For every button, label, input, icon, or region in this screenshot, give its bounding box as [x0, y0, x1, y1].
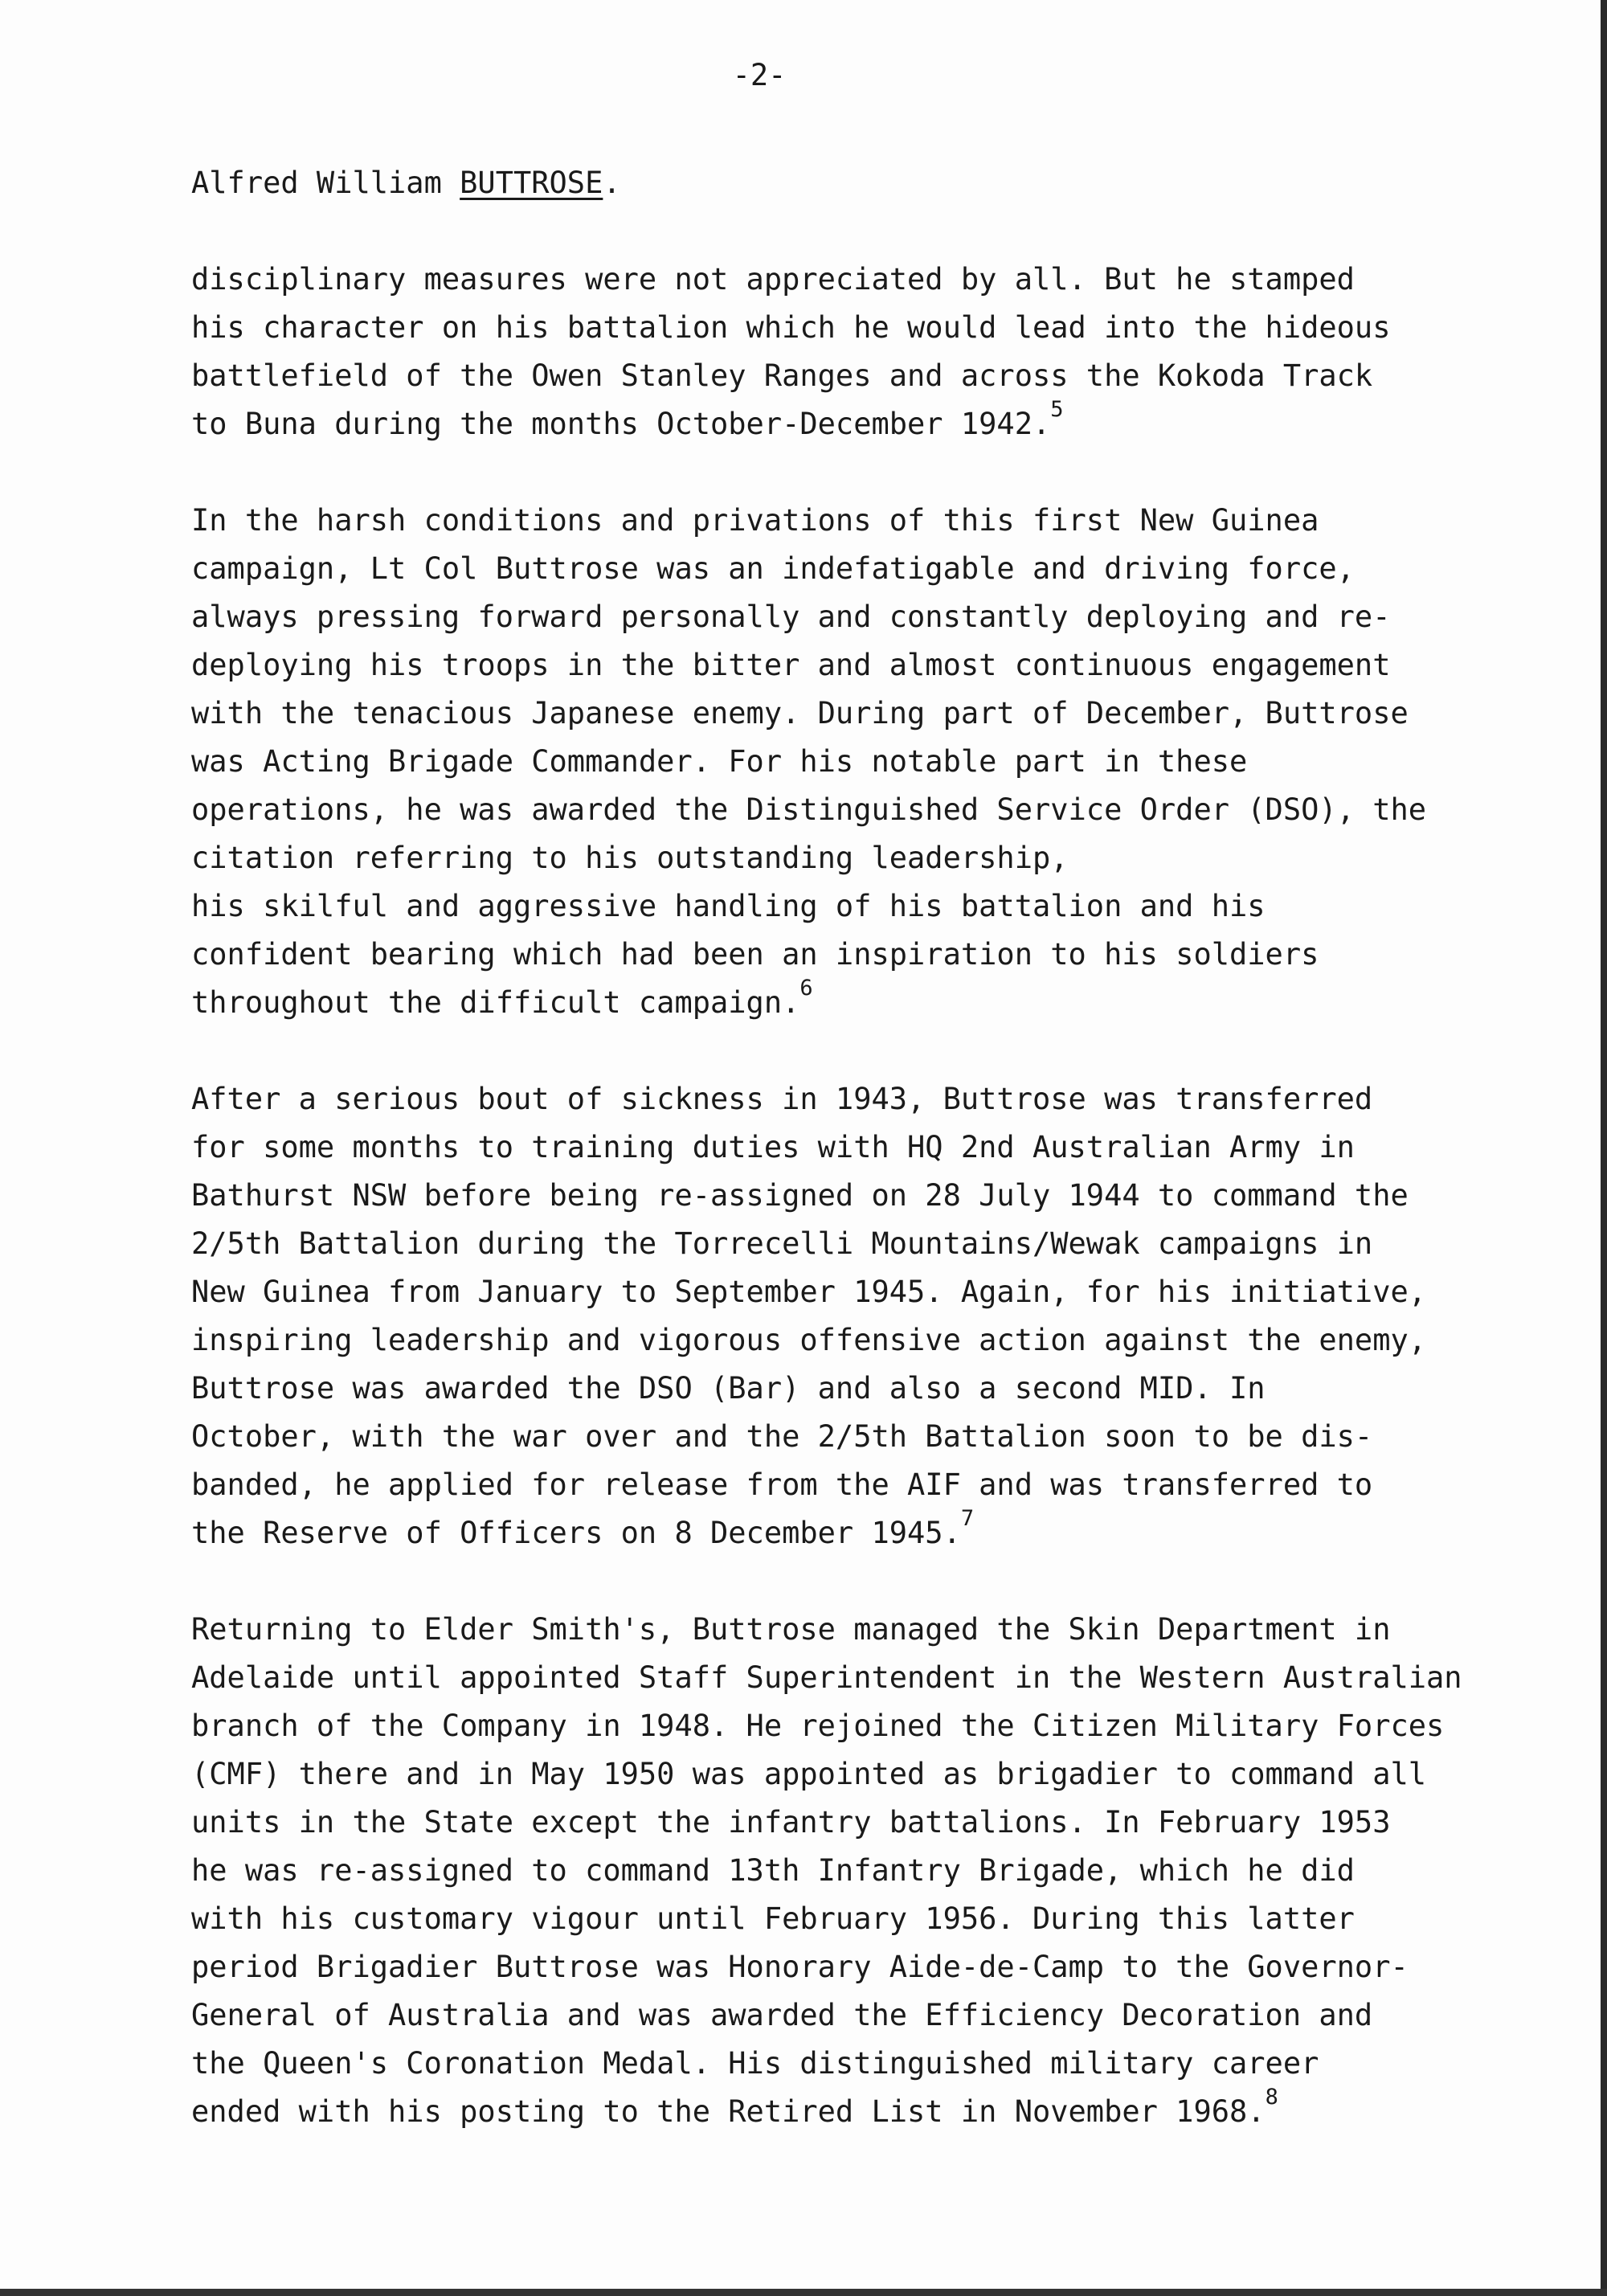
text-line	[191, 1895, 1581, 1943]
footnote-reference: 5	[1050, 397, 1064, 422]
paragraph	[191, 1606, 1581, 2136]
line-text: Buttrose was awarded the DSO (Bar) and also a second MID. In	[191, 1371, 1266, 1406]
line-text: operations, he was awarded the Distinguished Service Order (DSO), the	[191, 792, 1427, 827]
line-text: deploying his troops in the bitter and almost continuous engagement	[191, 648, 1391, 682]
text-line	[191, 1750, 1581, 1799]
line-text: with the tenacious Japanese enemy. During part of December, Buttrose	[191, 696, 1409, 731]
text-line	[191, 690, 1581, 738]
line-text: Returning to Elder Smith's, Buttrose managed the Skin Department in	[191, 1612, 1391, 1647]
line-text: throughout the difficult campaign.	[191, 985, 800, 1020]
text-line	[191, 1943, 1581, 1991]
text-line	[191, 641, 1581, 690]
text-line	[191, 1268, 1581, 1316]
scan-edge-right	[1601, 0, 1607, 2296]
footnote-reference: 6	[799, 976, 813, 1001]
line-text: citation referring to his outstanding leadership,	[191, 841, 1069, 875]
paragraphs	[191, 256, 1581, 2136]
line-text: confident bearing which had been an inspiration to his soldiers	[191, 937, 1319, 972]
line-text: Bathurst NSW before being re-assigned on 28 July 1944 to command the	[191, 1178, 1409, 1213]
text-line	[191, 1506, 1581, 1557]
line-text: 2/5th Battalion during the Torrecelli Mountains/Wewak campaigns in	[191, 1226, 1373, 1261]
paragraph	[191, 497, 1581, 1027]
line-text: to Buna during the months October-December 1942.	[191, 407, 1051, 441]
line-text: was Acting Brigade Commander. For his notable part in these	[191, 744, 1248, 779]
line-text: the Reserve of Officers on 8 December 1945.	[191, 1516, 961, 1550]
document-body	[191, 159, 1581, 2184]
subject-heading	[191, 159, 1581, 207]
text-line	[191, 834, 1581, 882]
line-text: banded, he applied for release from the AIF and was transferred to	[191, 1467, 1373, 1502]
line-text: units in the State except the infantry battalions. In February 1953	[191, 1805, 1391, 1840]
text-line	[191, 497, 1581, 545]
line-text: New Guinea from January to September 1945. Again, for his initiative,	[191, 1275, 1427, 1309]
text-line	[191, 1461, 1581, 1509]
line-text: for some months to training duties with HQ 2nd Australian Army in	[191, 1130, 1355, 1164]
line-text: period Brigadier Buttrose was Honorary Aide-de-Camp to the Governor-	[191, 1950, 1409, 1984]
line-text: always pressing forward personally and constantly deploying and re-	[191, 600, 1391, 634]
line-text: Adelaide until appointed Staff Superintendent in the Western Australian	[191, 1660, 1462, 1695]
line-text: (CMF) there and in May 1950 was appointed as brigadier to command all	[191, 1757, 1427, 1791]
footnote-reference: 7	[960, 1506, 975, 1531]
text-line	[191, 593, 1581, 641]
line-text: the Queen's Coronation Medal. His distinguished military career	[191, 2046, 1319, 2081]
text-line	[191, 256, 1581, 304]
line-text: branch of the Company in 1948. He rejoined the Citizen Military Forces	[191, 1709, 1445, 1743]
line-text: he was re-assigned to command 13th Infantry Brigade, which he did	[191, 1853, 1355, 1888]
paragraph	[191, 256, 1581, 448]
text-line	[191, 976, 1581, 1027]
line-text: General of Australia and was awarded the Efficiency Decoration and	[191, 1998, 1373, 2032]
text-line	[191, 1799, 1581, 1847]
page-number: -2-	[732, 58, 787, 92]
text-line	[191, 1220, 1581, 1268]
scan-edge-bottom	[0, 2289, 1607, 2296]
text-line	[191, 2040, 1581, 2088]
text-line	[191, 352, 1581, 400]
line-text: his character on his battalion which he would lead into the hideous	[191, 310, 1391, 345]
paragraph	[191, 1075, 1581, 1557]
line-text: disciplinary measures were not appreciated by all. But he stamped	[191, 262, 1355, 297]
text-line	[191, 1654, 1581, 1702]
line-text: campaign, Lt Col Buttrose was an indefatigable and driving force,	[191, 551, 1355, 586]
line-text: his skilful and aggressive handling of his battalion and his	[191, 889, 1266, 923]
heading-punct: .	[603, 166, 621, 200]
text-line	[191, 1847, 1581, 1895]
footnote-reference: 8	[1265, 2085, 1278, 2110]
text-line	[191, 545, 1581, 593]
line-text: battlefield of the Owen Stanley Ranges and across the Kokoda Track	[191, 358, 1373, 393]
text-line	[191, 738, 1581, 786]
text-line	[191, 304, 1581, 352]
line-text: In the harsh conditions and privations of this first New Guinea	[191, 503, 1319, 538]
text-line	[191, 882, 1581, 931]
line-text: ended with his posting to the Retired List in November 1968.	[191, 2094, 1266, 2129]
text-line	[191, 1365, 1581, 1413]
text-line	[191, 2085, 1581, 2136]
heading-surname: BUTTROSE	[460, 166, 603, 200]
heading-given-names: Alfred William	[191, 166, 442, 200]
text-line	[191, 1606, 1581, 1654]
text-line	[191, 1991, 1581, 2040]
text-line	[191, 786, 1581, 834]
line-text: After a serious bout of sickness in 1943, Buttrose was transferred	[191, 1082, 1373, 1116]
line-text: inspiring leadership and vigorous offensive action against the enemy,	[191, 1323, 1427, 1357]
text-line	[191, 1413, 1581, 1461]
text-line	[191, 1702, 1581, 1750]
line-text: October, with the war over and the 2/5th Battalion soon to be dis-	[191, 1419, 1373, 1454]
text-line	[191, 1123, 1581, 1172]
line-text: with his customary vigour until February 1956. During this latter	[191, 1901, 1355, 1936]
text-line	[191, 1172, 1581, 1220]
text-line	[191, 1075, 1581, 1123]
text-line	[191, 931, 1581, 979]
text-line	[191, 1316, 1581, 1365]
text-line	[191, 397, 1581, 448]
